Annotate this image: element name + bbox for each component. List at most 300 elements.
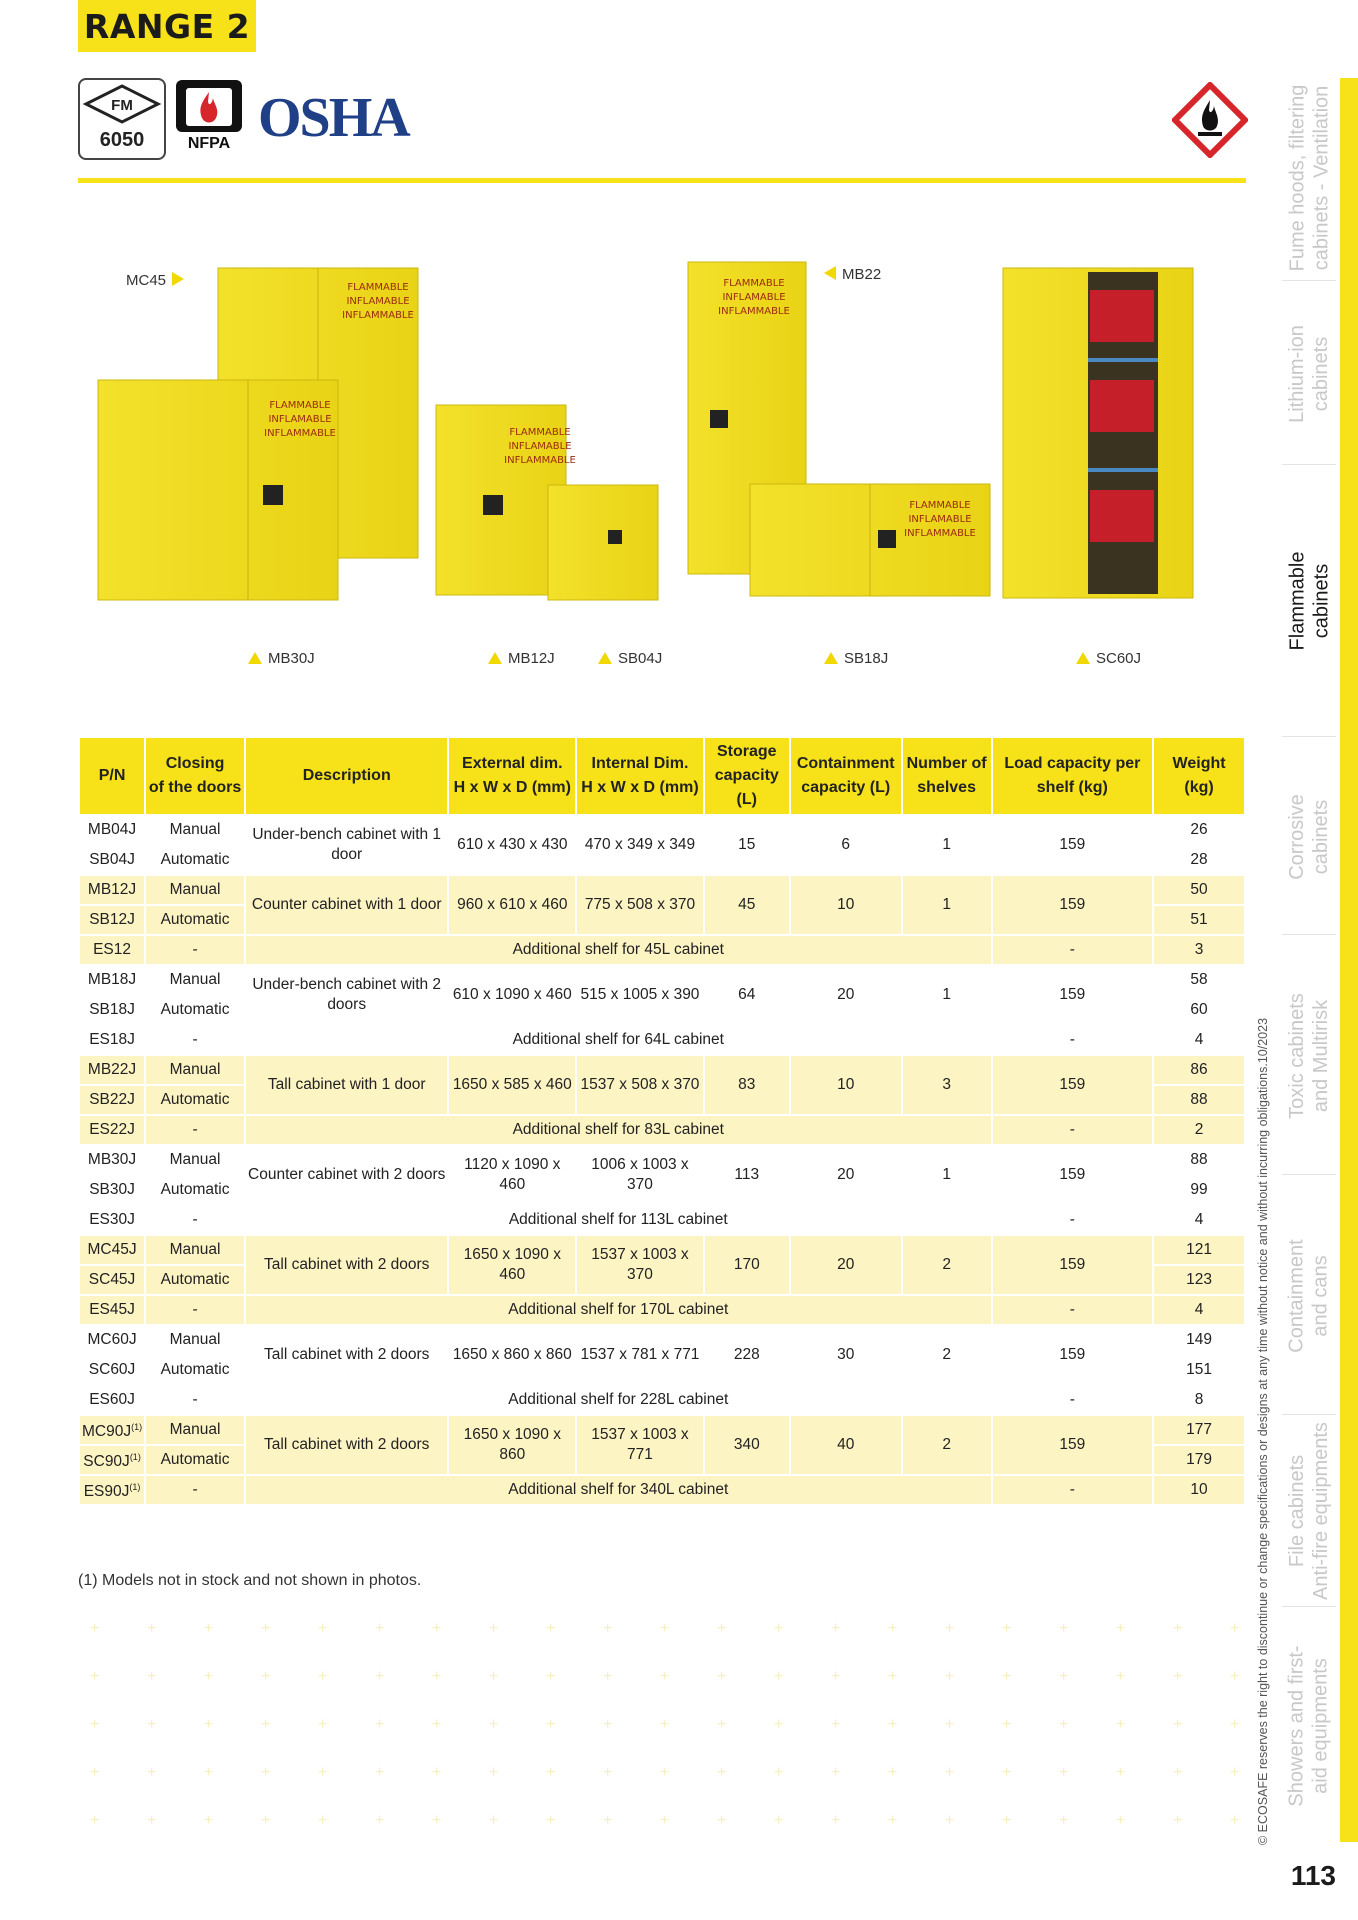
cell-load: 159: [992, 965, 1154, 1025]
plus-decoration: +: [375, 1764, 385, 1781]
plus-decoration: +: [660, 1764, 670, 1781]
side-tab-2[interactable]: [1282, 286, 1336, 462]
table-row: [79, 875, 1245, 905]
cell-load: 159: [992, 815, 1154, 875]
cabinet-text: INFLAMMABLE: [264, 428, 336, 439]
cell-weight: 88: [1153, 1085, 1245, 1115]
flammable-hazard-icon: [1172, 82, 1248, 158]
cabinet-label-mc45: MC45: [126, 272, 184, 289]
shelf-row: [79, 935, 1245, 965]
cell-closing: Automatic: [145, 1355, 245, 1385]
plus-decoration: +: [432, 1716, 442, 1733]
cell-weight: 123: [1153, 1265, 1245, 1295]
cell-closing: -: [145, 935, 245, 965]
plus-decoration: +: [261, 1716, 271, 1733]
plus-decoration: +: [831, 1668, 841, 1685]
cell-load: 159: [992, 1055, 1154, 1115]
cell-closing: Automatic: [145, 905, 245, 935]
plus-decoration: +: [546, 1668, 556, 1685]
cell-pn: $MC90J^{(1)}$: [79, 1415, 145, 1445]
col-internal-dim: Internal Dim. H x W x D (mm): [576, 737, 704, 815]
cell-external-dim: 1650 x 585 x 460: [448, 1055, 576, 1115]
cabinets-illustration: [78, 240, 1246, 660]
cell-external-dim: 1650 x 860 x 860: [448, 1325, 576, 1385]
cell-weight: 151: [1153, 1355, 1245, 1385]
plus-decoration: +: [717, 1620, 727, 1637]
cell-pn: SB22J: [79, 1085, 145, 1115]
cell-storage: 15: [704, 815, 790, 875]
cell-pn: MB30J: [79, 1145, 145, 1175]
plus-decoration: +: [489, 1716, 499, 1733]
cabinet-text: INFLAMABLE: [346, 296, 410, 307]
side-tab-8[interactable]: [1282, 1612, 1336, 1840]
cell-closing: -: [145, 1205, 245, 1235]
cabinet-text: FLAMMABLE: [909, 500, 971, 511]
cabinet-label-mb30j: MB30J: [248, 650, 315, 667]
shelf-row: [79, 1205, 1245, 1235]
side-tab-4[interactable]: [1282, 742, 1336, 932]
cell-closing: Automatic: [145, 1265, 245, 1295]
cell-internal-dim: 470 x 349 x 349: [576, 815, 704, 875]
cell-load: 159: [992, 1235, 1154, 1295]
table-row: [79, 1145, 1245, 1175]
plus-decoration: +: [1173, 1668, 1183, 1685]
cabinet-text: INFLAMABLE: [722, 292, 786, 303]
side-tab-label: cabinets - Ventilation: [1310, 85, 1333, 271]
plus-decoration: +: [888, 1668, 898, 1685]
cabinet-text: INFLAMMABLE: [718, 306, 790, 317]
col-closing: Closing of the doors: [145, 737, 245, 815]
cell-storage: 64: [704, 965, 790, 1025]
plus-decoration: +: [1116, 1716, 1126, 1733]
cell-description: Tall cabinet with 2 doors: [245, 1415, 448, 1475]
cell-closing: Manual: [145, 1145, 245, 1175]
plus-decoration: +: [603, 1716, 613, 1733]
plus-decoration: +: [204, 1716, 214, 1733]
plus-decoration: +: [888, 1620, 898, 1637]
shelf-row: [79, 1385, 1245, 1415]
cabinet-text: INFLAMABLE: [268, 414, 332, 425]
cell-weight: 4: [1153, 1295, 1245, 1325]
col-storage: Storage capacity (L): [704, 737, 790, 815]
cell-closing: Manual: [145, 1055, 245, 1085]
plus-decoration: +: [888, 1812, 898, 1829]
plus-decoration: +: [1059, 1764, 1069, 1781]
plus-decoration: +: [318, 1668, 328, 1685]
plus-decoration: +: [147, 1668, 157, 1685]
cell-weight: 4: [1153, 1205, 1245, 1235]
plus-decoration: +: [147, 1716, 157, 1733]
cell-external-dim: 610 x 1090 x 460: [448, 965, 576, 1025]
plus-decoration: +: [432, 1812, 442, 1829]
cell-weight: 121: [1153, 1235, 1245, 1265]
side-tab-label: and cans: [1310, 1255, 1332, 1337]
cell-shelves: 2: [902, 1415, 992, 1475]
plus-decoration: +: [945, 1668, 955, 1685]
cell-pn: MB18J: [79, 965, 145, 995]
side-tab-separator: [1282, 280, 1336, 281]
cell-closing: Automatic: [145, 1085, 245, 1115]
model-group: [79, 1145, 1245, 1235]
cell-weight: 88: [1153, 1145, 1245, 1175]
cell-weight: 60: [1153, 995, 1245, 1025]
plus-decoration: +: [1173, 1812, 1183, 1829]
cell-pn: SC60J: [79, 1355, 145, 1385]
side-tab-separator: [1282, 1606, 1336, 1607]
cell-shelf-description: Additional shelf for 45L cabinet: [245, 935, 992, 965]
plus-decoration: +: [945, 1812, 955, 1829]
model-group: [79, 1055, 1245, 1145]
plus-decoration: +: [831, 1812, 841, 1829]
fm-diamond-icon: [80, 80, 164, 158]
plus-decoration: +: [1002, 1668, 1012, 1685]
cell-pn: MB12J: [79, 875, 145, 905]
specifications-table: [78, 736, 1246, 1506]
plus-decoration: +: [717, 1668, 727, 1685]
cell-shelf-description: Additional shelf for 64L cabinet: [245, 1025, 992, 1055]
cabinet-text: FLAMMABLE: [269, 400, 331, 411]
plus-decoration: +: [261, 1812, 271, 1829]
table-row: [79, 965, 1245, 995]
plus-decoration: +: [204, 1812, 214, 1829]
cell-pn: MB22J: [79, 1055, 145, 1085]
plus-decoration: +: [318, 1812, 328, 1829]
plus-decoration: +: [1002, 1812, 1012, 1829]
side-tab-label: cabinets: [1310, 336, 1333, 412]
plus-decoration: +: [432, 1764, 442, 1781]
cell-weight: 26: [1153, 815, 1245, 845]
col-shelves: Number of shelves: [902, 737, 992, 815]
cell-internal-dim: 1537 x 781 x 771: [576, 1325, 704, 1385]
fm-approval-logo: [78, 78, 166, 160]
col-pn: P/N: [79, 737, 145, 815]
cabinet-label-mb22: MB22: [824, 266, 881, 283]
col-containment: Containment capacity (L): [790, 737, 902, 815]
side-tab-1[interactable]: [1282, 78, 1336, 278]
cell-load: -: [992, 1295, 1154, 1325]
cell-weight: 179: [1153, 1445, 1245, 1475]
side-tab-5[interactable]: [1282, 940, 1336, 1172]
cell-storage: 45: [704, 875, 790, 935]
side-tab-label: Lithium-ion: [1286, 325, 1309, 423]
cabinet-text: INFLAMMABLE: [904, 528, 976, 539]
cell-shelves: 1: [902, 875, 992, 935]
plus-decoration: +: [1230, 1764, 1240, 1781]
cell-pn: ES12: [79, 935, 145, 965]
side-tab-label: Corrosive: [1286, 794, 1309, 880]
side-tab-label: Anti-fire equipments: [1310, 1422, 1332, 1600]
cell-description: Counter cabinet with 1 door: [245, 875, 448, 935]
plus-decoration: +: [318, 1764, 328, 1781]
cell-external-dim: 1650 x 1090 x 460: [448, 1235, 576, 1295]
plus-decoration: +: [717, 1716, 727, 1733]
plus-decoration: +: [1230, 1620, 1240, 1637]
cell-load: 159: [992, 1415, 1154, 1475]
cabinet-label-sb18j: SB18J: [824, 650, 888, 667]
plus-decoration: +: [432, 1668, 442, 1685]
plus-decoration: +: [1173, 1716, 1183, 1733]
fm-label: FM: [111, 97, 133, 114]
footnote-marker: (1): [131, 1422, 143, 1433]
product-photo: [78, 240, 1246, 667]
plus-decoration: +: [204, 1764, 214, 1781]
plus-decoration: +: [660, 1620, 670, 1637]
nfpa-logo: [172, 78, 246, 152]
cabinet-text: FLAMMABLE: [347, 282, 409, 293]
cell-external-dim: 960 x 610 x 460: [448, 875, 576, 935]
cell-shelves: 2: [902, 1235, 992, 1295]
plus-decoration: +: [831, 1716, 841, 1733]
shelf-row: [79, 1295, 1245, 1325]
model-group: [79, 1325, 1245, 1415]
cell-internal-dim: 1537 x 508 x 370: [576, 1055, 704, 1115]
header-divider: [78, 178, 1246, 183]
cell-closing: Automatic: [145, 1445, 245, 1475]
plus-decoration: +: [90, 1620, 100, 1637]
plus-decoration: +: [1002, 1764, 1012, 1781]
side-tab-separator: [1282, 934, 1336, 935]
plus-decoration: +: [717, 1812, 727, 1829]
cabinet-label-mb12j: MB12J: [488, 650, 555, 667]
plus-decoration: +: [603, 1668, 613, 1685]
plus-decoration: +: [375, 1812, 385, 1829]
cell-shelves: 1: [902, 1145, 992, 1205]
plus-decoration: +: [204, 1620, 214, 1637]
cell-description: Under-bench cabinet with 1 door: [245, 815, 448, 875]
plus-decoration: +: [774, 1812, 784, 1829]
plus-decoration: +: [774, 1764, 784, 1781]
cell-closing: Automatic: [145, 1175, 245, 1205]
cell-load: -: [992, 1025, 1154, 1055]
plus-decoration: +: [546, 1812, 556, 1829]
model-group: [79, 1235, 1245, 1325]
plus-decoration: +: [318, 1620, 328, 1637]
cell-closing: Automatic: [145, 995, 245, 1025]
plus-decoration: +: [489, 1764, 499, 1781]
cell-containment: 30: [790, 1325, 902, 1385]
plus-decoration: +: [774, 1620, 784, 1637]
cell-internal-dim: 1537 x 1003 x 771: [576, 1415, 704, 1475]
plus-decoration: +: [945, 1764, 955, 1781]
cell-pn: MC45J: [79, 1235, 145, 1265]
cell-shelf-description: Additional shelf for 228L cabinet: [245, 1385, 992, 1415]
table-header-row: [79, 737, 1245, 815]
col-load: Load capacity per shelf (kg): [992, 737, 1154, 815]
page-number: 113: [1290, 1860, 1336, 1891]
cell-shelf-description: Additional shelf for 113L cabinet: [245, 1205, 992, 1235]
cell-load: 159: [992, 1145, 1154, 1205]
plus-decoration: +: [546, 1716, 556, 1733]
side-tab-label: cabinets: [1310, 563, 1333, 639]
plus-decoration: +: [546, 1764, 556, 1781]
plus-decoration: +: [489, 1668, 499, 1685]
plus-decoration: +: [660, 1812, 670, 1829]
cabinet-text: INFLAMMABLE: [504, 455, 576, 466]
plus-decoration: +: [1116, 1812, 1126, 1829]
side-tab-label: Fume hoods, filtering: [1286, 84, 1309, 272]
cell-storage: 340: [704, 1415, 790, 1475]
plus-decoration: +: [831, 1764, 841, 1781]
plus-decoration: +: [375, 1716, 385, 1733]
cell-weight: 3: [1153, 935, 1245, 965]
plus-decoration: +: [1173, 1764, 1183, 1781]
cell-containment: 10: [790, 875, 902, 935]
table-row: [79, 1055, 1245, 1085]
cell-shelves: 2: [902, 1325, 992, 1385]
side-tab-separator: [1282, 1414, 1336, 1415]
shelf-row: [79, 1475, 1245, 1505]
side-tab-separator: [1282, 736, 1336, 737]
model-group: [79, 875, 1245, 965]
cell-pn: MB04J: [79, 815, 145, 845]
side-tab-3[interactable]: [1282, 470, 1336, 732]
cell-closing: Manual: [145, 875, 245, 905]
table-row: [79, 1325, 1245, 1355]
cell-description: Counter cabinet with 2 doors: [245, 1145, 448, 1205]
footnote-marker: (1): [129, 1452, 141, 1463]
side-tab-label: cabinets: [1310, 799, 1333, 875]
plus-decoration: +: [888, 1716, 898, 1733]
side-tab-separator: [1282, 464, 1336, 465]
plus-decoration: +: [603, 1812, 613, 1829]
plus-decoration: +: [1059, 1716, 1069, 1733]
nfpa-label: NFPA: [187, 135, 231, 152]
cell-closing: -: [145, 1295, 245, 1325]
cell-load: -: [992, 1475, 1154, 1505]
cell-pn: MC60J: [79, 1325, 145, 1355]
cell-closing: -: [145, 1115, 245, 1145]
cell-storage: 170: [704, 1235, 790, 1295]
plus-decoration: +: [489, 1812, 499, 1829]
cell-weight: 8: [1153, 1385, 1245, 1415]
plus-decoration: +: [261, 1620, 271, 1637]
cell-load: -: [992, 1115, 1154, 1145]
fm-number: 6050: [99, 129, 145, 151]
cabinet-text: FLAMMABLE: [723, 278, 785, 289]
nfpa-flame-icon: [172, 78, 246, 152]
plus-decoration: +: [90, 1716, 100, 1733]
cell-external-dim: 610 x 430 x 430: [448, 815, 576, 875]
cell-containment: 10: [790, 1055, 902, 1115]
cell-pn: SB30J: [79, 1175, 145, 1205]
cell-pn: SC45J: [79, 1265, 145, 1295]
cell-description: Tall cabinet with 2 doors: [245, 1235, 448, 1295]
osha-logo: OSHA: [258, 87, 409, 149]
cell-external-dim: 1650 x 1090 x 860: [448, 1415, 576, 1475]
side-tab-label: and Multirisk: [1310, 999, 1332, 1113]
cell-shelves: 1: [902, 815, 992, 875]
plus-decoration: +: [1230, 1812, 1240, 1829]
cabinet-text: INFLAMMABLE: [342, 310, 414, 321]
side-tab-label: File cabinets: [1286, 1454, 1308, 1568]
plus-decoration: +: [90, 1668, 100, 1685]
cell-pn: SB12J: [79, 905, 145, 935]
cell-closing: Manual: [145, 1235, 245, 1265]
cell-pn: ES22J: [79, 1115, 145, 1145]
decorative-pattern: [78, 1610, 1246, 1840]
cell-external-dim: 1120 x 1090 x 460: [448, 1145, 576, 1205]
cell-weight: 177: [1153, 1415, 1245, 1445]
cell-shelves: 1: [902, 965, 992, 1025]
model-group: [79, 965, 1245, 1055]
cabinet-label-sc60j: SC60J: [1076, 650, 1141, 667]
plus-decoration: +: [1116, 1620, 1126, 1637]
shelf-row: [79, 1115, 1245, 1145]
cell-load: -: [992, 1385, 1154, 1415]
shelf-row: [79, 1025, 1245, 1055]
side-tab-label: Showers and first-: [1286, 1645, 1309, 1807]
plus-decoration: +: [1230, 1716, 1240, 1733]
cell-shelf-description: Additional shelf for 83L cabinet: [245, 1115, 992, 1145]
cell-load: 159: [992, 875, 1154, 935]
cell-load: 159: [992, 1325, 1154, 1385]
model-group: [79, 815, 1245, 875]
cell-internal-dim: 1537 x 1003 x 370: [576, 1235, 704, 1295]
cell-pn: SB18J: [79, 995, 145, 1025]
cell-pn: SB04J: [79, 845, 145, 875]
copyright-notice: © ECOSAFE reserves the right to discontinue or change specifications or designs at any time without notice and without incurring obligations.10/2023: [1256, 1017, 1270, 1845]
cell-closing: Manual: [145, 965, 245, 995]
side-tab-label: Flammable: [1286, 551, 1309, 651]
plus-decoration: +: [774, 1668, 784, 1685]
cell-description: Tall cabinet with 1 door: [245, 1055, 448, 1115]
cell-load: -: [992, 935, 1154, 965]
plus-decoration: +: [318, 1716, 328, 1733]
cell-description: Tall cabinet with 2 doors: [245, 1325, 448, 1385]
plus-decoration: +: [1002, 1716, 1012, 1733]
side-tab-6[interactable]: [1282, 1180, 1336, 1412]
side-tab-label: Toxic cabinets: [1286, 993, 1308, 1119]
plus-decoration: +: [888, 1764, 898, 1781]
plus-decoration: +: [1002, 1620, 1012, 1637]
table-row: [79, 1235, 1245, 1265]
cell-closing: Manual: [145, 1415, 245, 1445]
cell-weight: 28: [1153, 845, 1245, 875]
col-description: Description: [245, 737, 448, 815]
plus-decoration: +: [204, 1668, 214, 1685]
side-tab-7[interactable]: [1282, 1420, 1336, 1602]
side-tab-separator: [1282, 1174, 1336, 1175]
plus-decoration: +: [1059, 1668, 1069, 1685]
plus-decoration: +: [945, 1716, 955, 1733]
footnote-marker: (1): [129, 1482, 141, 1493]
cell-closing: Manual: [145, 1325, 245, 1355]
cell-pn: $SC90J^{(1)}$: [79, 1445, 145, 1475]
cell-containment: 20: [790, 1145, 902, 1205]
cell-load: -: [992, 1205, 1154, 1235]
plus-decoration: +: [261, 1668, 271, 1685]
plus-decoration: +: [90, 1764, 100, 1781]
cell-pn: $ES90J^{(1)}$: [79, 1475, 145, 1505]
cell-description: Under-bench cabinet with 2 doors: [245, 965, 448, 1025]
plus-decoration: +: [717, 1764, 727, 1781]
cell-weight: 149: [1153, 1325, 1245, 1355]
plus-decoration: +: [147, 1812, 157, 1829]
plus-decoration: +: [546, 1620, 556, 1637]
cell-closing: -: [145, 1385, 245, 1415]
cell-weight: 99: [1153, 1175, 1245, 1205]
cell-containment: 6: [790, 815, 902, 875]
col-weight: Weight (kg): [1153, 737, 1245, 815]
cell-shelf-description: Additional shelf for 340L cabinet: [245, 1475, 992, 1505]
side-accent-strip: [1340, 78, 1358, 1842]
plus-decoration: +: [147, 1620, 157, 1637]
cabinet-text: FLAMMABLE: [509, 427, 571, 438]
model-group: [79, 1415, 1245, 1505]
cabinet-text: INFLAMABLE: [908, 514, 972, 525]
cell-pn: ES45J: [79, 1295, 145, 1325]
cell-weight: 4: [1153, 1025, 1245, 1055]
